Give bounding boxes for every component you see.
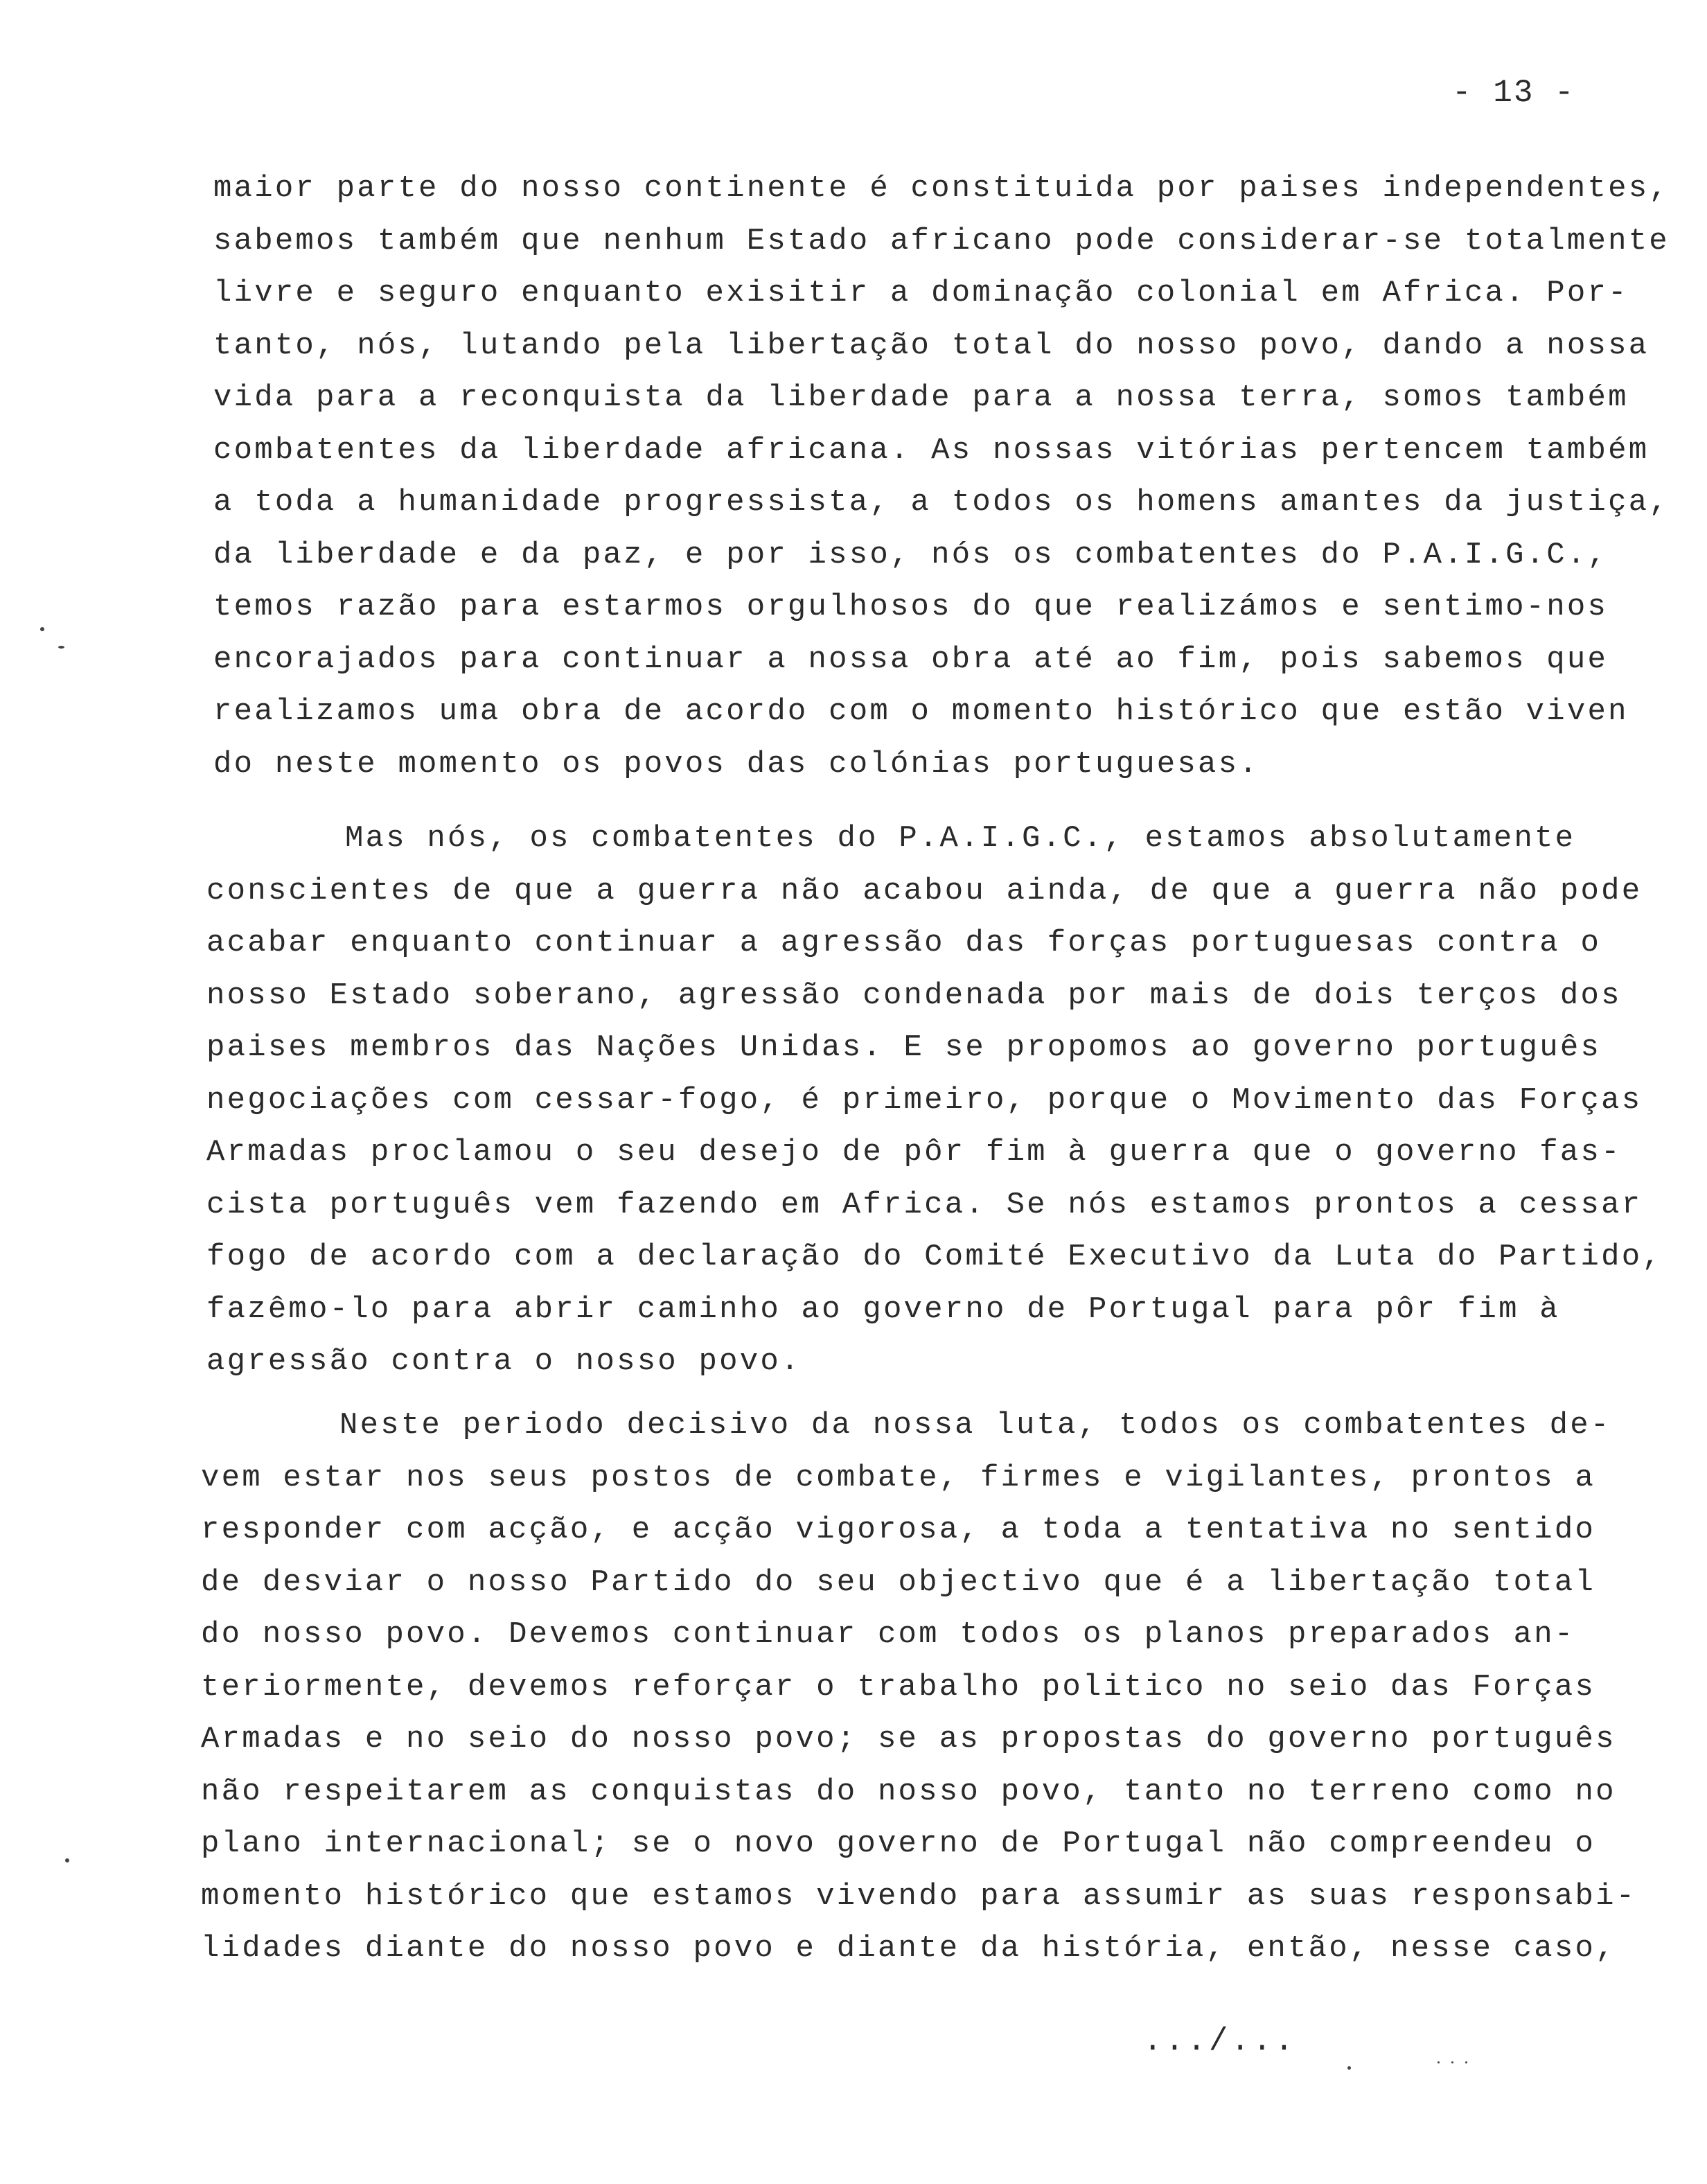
text-line: tanto, nós, lutando pela libertação total do nosso povo, dando a nossa	[213, 328, 1649, 363]
text-line: conscientes de que a guerra não acabou ainda, de que a guerra não pode	[206, 873, 1643, 908]
text-line: não respeitarem as conquistas do nosso povo, tanto no terreno como no	[201, 1774, 1616, 1809]
text-line: momento histórico que estamos vivendo para assumir as suas responsabi-	[201, 1878, 1637, 1914]
text-line: encorajados para continuar a nossa obra até ao fim, pois sabemos que	[213, 642, 1609, 677]
paragraph-3	[201, 1400, 1683, 1975]
text-line: plano internacional; se o novo governo de Portugal não compreendeu o	[201, 1826, 1596, 1861]
text-line: Armadas e no seio do nosso povo; se as propostas do governo português	[201, 1722, 1616, 1756]
text-line: do nosso povo. Devemos continuar com todos os planos preparados an-	[201, 1617, 1575, 1652]
text-line: lidades diante do nosso povo e diante da história, então, nesse caso,	[201, 1931, 1616, 1966]
text-line: fogo de acordo com a declaração do Comité Executivo da Luta do Partido,	[206, 1240, 1663, 1274]
text-line: teriormente, devemos reforçar o trabalho politico no seio das Forças	[201, 1669, 1596, 1705]
text-line: livre e seguro enquanto exisitir a dominação colonial em Africa. Por-	[213, 276, 1629, 310]
scan-speck	[1465, 2061, 1467, 2063]
text-line: vida para a reconquista da liberdade para a nossa terra, somos também	[213, 380, 1629, 415]
text-line: negociações com cessar-fogo, é primeiro, porque o Movimento das Forças	[206, 1082, 1643, 1118]
scan-speck	[58, 646, 64, 649]
text-line: fazêmo-lo para abrir caminho ao governo de Portugal para pôr fim à	[206, 1292, 1560, 1327]
scan-speck	[40, 627, 44, 631]
scan-speck	[65, 1858, 69, 1862]
page-number: - 13 -	[1452, 75, 1575, 111]
text-line: realizamos uma obra de acordo com o momento histórico que estão viven	[213, 694, 1629, 729]
scan-speck	[1451, 2061, 1453, 2063]
text-line: nosso Estado soberano, agressão condenada por mais de dois terços dos	[206, 978, 1622, 1013]
text-line: responder com acção, e acção vigorosa, a toda a tentativa no sentido	[201, 1513, 1596, 1547]
paragraph-1	[213, 163, 1696, 791]
text-line: agressão contra o nosso povo.	[206, 1344, 802, 1379]
text-line: temos razão para estarmos orgulhosos do que realizámos e sentimo-nos	[213, 590, 1609, 624]
text-line: do neste momento os povos das colónias portuguesas.	[213, 746, 1259, 782]
scan-speck	[1347, 2066, 1351, 2070]
scan-speck	[1438, 2061, 1440, 2063]
text-line: combatentes da liberdade africana. As nossas vitórias pertencem também	[213, 432, 1649, 468]
text-line: maior parte do nosso continente é constituida por paises independentes,	[213, 171, 1670, 206]
continuation-mark: .../...	[1143, 2023, 1297, 2059]
text-line: Armadas proclamou o seu desejo de pôr fim à guerra que o governo fas-	[206, 1135, 1622, 1170]
text-line: cista português vem fazendo em Africa. Se nós estamos prontos a cessar	[206, 1187, 1643, 1222]
paragraph-2	[206, 813, 1689, 1389]
text-line: a toda a humanidade progressista, a todos os homens amantes da justiça,	[213, 485, 1670, 520]
text-line: paises membros das Nações Unidas. E se propomos ao governo português	[206, 1030, 1602, 1065]
text-line: acabar enquanto continuar a agressão das forças portuguesas contra o	[206, 926, 1602, 960]
text-line: de desviar o nosso Partido do seu objectivo que é a libertação total	[201, 1565, 1596, 1600]
text-line: da liberdade e da paz, e por isso, nós os combatentes do P.A.I.G.C.,	[213, 537, 1609, 572]
text-line: Mas nós, os combatentes do P.A.I.G.C., estamos absolutamente	[345, 821, 1576, 856]
text-line: vem estar nos seus postos de combate, firmes e vigilantes, prontos a	[201, 1460, 1596, 1495]
text-line: sabemos também que nenhum Estado africano pode considerar-se totalmente	[213, 223, 1670, 258]
text-line: Neste periodo decisivo da nossa luta, todos os combatentes de-	[339, 1408, 1611, 1443]
